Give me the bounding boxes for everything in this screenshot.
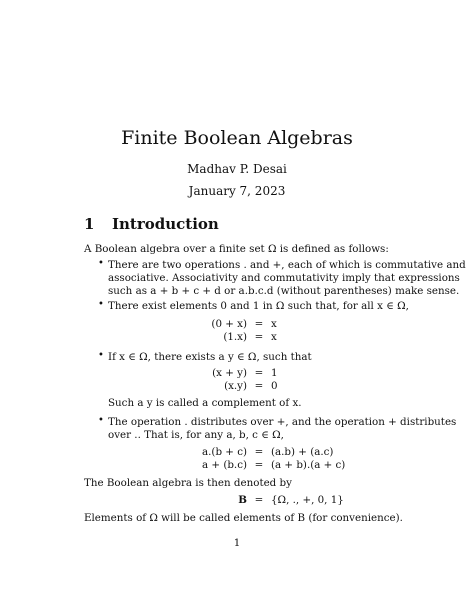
bullet3-line1: If x ∈ Ω, there exists a y ∈ Ω, such that <box>108 351 312 363</box>
bullet2-equation1 <box>137 318 277 330</box>
equation-lhs: (0 + x) <box>211 318 247 330</box>
section-title: Introduction <box>112 215 219 233</box>
equation-equals: = <box>254 331 264 343</box>
bullet3-after: Such a y is called a complement of x. <box>108 397 302 409</box>
bullet3-equation2 <box>137 380 278 392</box>
bullet4-line2: over .. That is, for any a, b, c ∈ Ω, <box>108 429 284 441</box>
elements-paragraph: Elements of Ω will be called elements of B (for convenience). <box>84 512 403 524</box>
bullet1-line3: such as a + b + c + d or a.b.c.d (without parentheses) make sense. <box>108 285 460 297</box>
bullet-marker: • <box>98 350 104 361</box>
denoted-paragraph: The Boolean algebra is then denoted by <box>84 477 292 489</box>
equation-equals: = <box>254 446 264 458</box>
equation-equals: = <box>254 494 264 506</box>
page-number: 1 <box>233 537 241 549</box>
equation-lhs: B <box>238 494 247 506</box>
document-title: Finite Boolean Algebras <box>121 127 353 149</box>
bullet4-equation1 <box>137 446 333 458</box>
equation-lhs: a.(b + c) <box>202 446 247 458</box>
equation-rhs: {Ω, ., +, 0, 1} <box>271 494 344 506</box>
bullet1-line1: There are two operations . and +, each of which is commutative and <box>108 259 466 271</box>
equation-equals: = <box>254 380 264 392</box>
bullet-marker: • <box>98 415 104 426</box>
section-number: 1 <box>84 215 95 233</box>
bullet3-equation1 <box>137 367 278 379</box>
bullet1-line2: associative. Associativity and commutativity imply that expressions <box>108 272 460 284</box>
bullet-marker: • <box>98 258 104 269</box>
equation-equals: = <box>254 318 264 330</box>
equation-lhs: (x.y) <box>224 380 247 392</box>
bullet2-line1: There exist elements 0 and 1 in Ω such that, for all x ∈ Ω, <box>108 300 409 312</box>
bullet2-equation2 <box>137 331 277 343</box>
bullet4-equation2 <box>137 459 345 471</box>
definition-equation <box>137 494 344 506</box>
equation-rhs: (a.b) + (a.c) <box>271 446 334 458</box>
section-heading <box>84 215 219 233</box>
document-date: January 7, 2023 <box>188 184 286 198</box>
equation-equals: = <box>254 367 264 379</box>
intro-paragraph: A Boolean algebra over a finite set Ω is defined as follows: <box>84 243 389 255</box>
equation-lhs: (1.x) <box>223 331 247 343</box>
equation-equals: = <box>254 459 264 471</box>
equation-lhs: a + (b.c) <box>202 459 247 471</box>
author-name: Madhav P. Desai <box>187 162 287 176</box>
equation-rhs: x <box>271 331 277 343</box>
equation-lhs: (x + y) <box>212 367 247 379</box>
equation-rhs: 1 <box>271 367 278 379</box>
equation-rhs: 0 <box>271 380 278 392</box>
equation-rhs: (a + b).(a + c) <box>271 459 346 471</box>
equation-rhs: x <box>271 318 277 330</box>
bullet4-line1: The operation . distributes over +, and the operation + distributes <box>108 416 457 428</box>
bullet-marker: • <box>98 299 104 310</box>
